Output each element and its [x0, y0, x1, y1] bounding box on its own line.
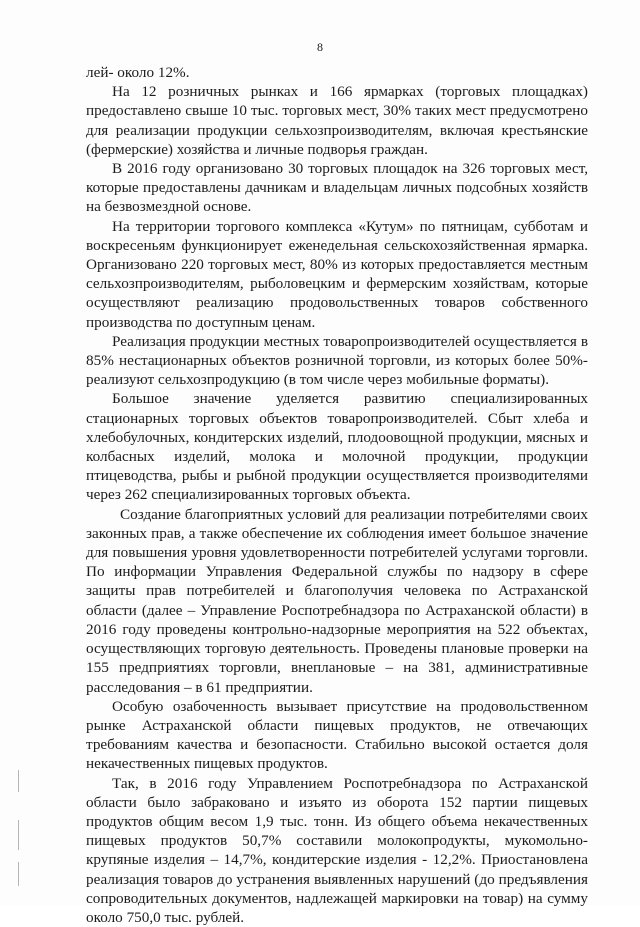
paragraph-quality-concern: Особую озабоченность вызывает присутствие на продовольственном рынке Астраханской области пищевых продуктов, не отвечающих требованиям качества и безопасности. Стабильно высокой остается доля некачественных пищевых продуктов.	[86, 697, 588, 773]
paragraph-specialized-stores: Большое значение уделяется развитию специализированных стационарных торговых объектов товаропроизводителей. Сбыт хлеба и хлебобулочных, кондитерских изделий, плодоовощной продукции, мясных и колбасных изделий, молока и молочной продукции, продукции птицеводства, рыбы и рыбной продукции осуществляется производителями через 262 специализированных торговых объекта.	[86, 390, 588, 504]
scan-margin-mark	[18, 820, 19, 850]
scan-margin-mark	[18, 862, 19, 886]
page-number: 8	[317, 40, 323, 54]
paragraph-trading-platforms: В 2016 году организовано 30 торговых площадок на 326 торговых мест, которые предоставлены дачникам и владельцам личных подсобных хозяйств на безвозмездной основе.	[86, 160, 588, 216]
scan-margin-mark	[18, 770, 19, 792]
body-text	[86, 63, 588, 927]
paragraph-local-producers: Реализация продукции местных товаропроизводителей осуществляется в 85% нестационарных объектов розничной торговли, из которых более 50%-реализуют сельхозпродукцию (в том числе через мобильные форматы).	[86, 332, 588, 389]
paragraph-kutum-fair: На территории торгового комплекса «Кутум» по пятницам, субботам и воскресеньям функционирует еженедельная сельскохозяйственная ярмарка. Организовано 220 торговых мест, 80% из которых предоставляется местным сельхозпроизводителям, рыболовецким и фермерским хозяйствам, которые осуществляют реализацию продовольственных товаров собственного производства по доступным ценам.	[86, 217, 588, 331]
paragraph-rejected-products: Так, в 2016 году Управлением Роспотребнадзора по Астраханской области было забраковано и изъято из оборота 152 партии пищевых продуктов общим весом 1,9 тыс. тонн. Из общего объема некачественных пищевых продуктов 50,7% составили молокопродукты, мукомольно-крупяные изделия – 14,7%, кондитерские изделия - 12,2%. Приостановлена реализация товаров до устранения выявленных нарушений (до предъявления сопроводительных документов, надлежащей маркировки на товар) на сумму около 750,0 тыс. рублей.	[86, 774, 588, 926]
paragraph-retail-markets: На 12 розничных рынках и 166 ярмарках (торговых площадках) предоставлено свыше 10 тыс. торговых мест, 30% таких мест предусмотрено для реализации продукции сельхозпроизводителям, включая крестьянские (фермерские) хозяйства и личные подворья граждан.	[86, 83, 588, 158]
paragraph-consumer-rights: Создание благоприятных условий для реализации потребителями своих законных прав, а также обеспечение их соблюдения имеет большое значение для повышения уровня удовлетворенности потребителей услугами торговли. По информации Управления Федеральной службы по надзору в сфере защиты прав потребителей и благополучия человека по Астраханской области (далее – Управление Роспотребнадзора по Астраханской области) в 2016 году проведены контрольно-надзорные мероприятия на 522 объектах, осуществляющих торговую деятельность. Проведены плановые проверки на 155 предприятиях торговли, внеплановые – на 381, административные расследования – в 61 предприятии.	[86, 505, 588, 696]
paragraph-continuation: лей- около 12%.	[86, 64, 190, 81]
